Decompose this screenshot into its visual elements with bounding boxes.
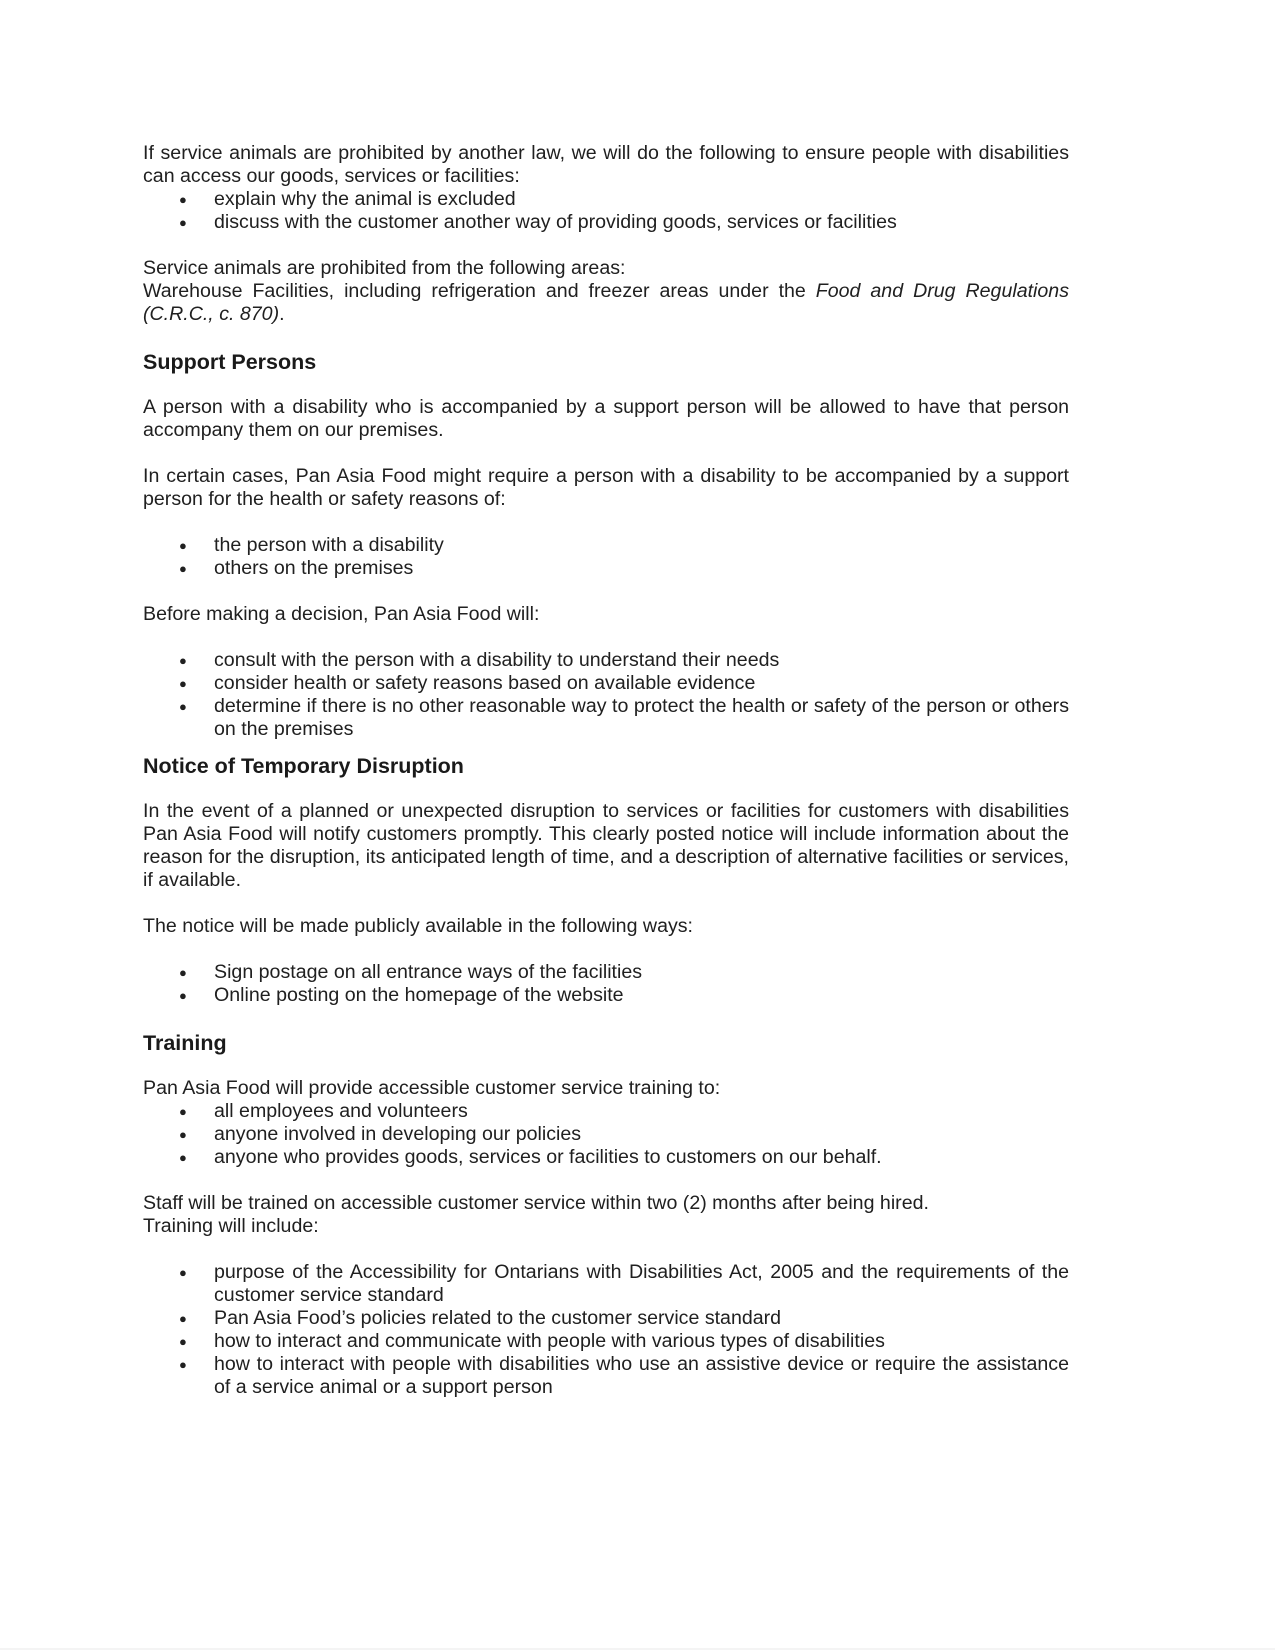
list-item: ● anyone involved in developing our policies [179,1123,582,1145]
bullet-icon: ● [179,1357,187,1372]
bullet-icon: ● [179,215,187,230]
list-item: ● Pan Asia Food’s policies related to the customer service standard [179,1307,782,1329]
heading-temporary-disruption: Notice of Temporary Disruption [143,754,464,778]
support-persons-paragraph-1: A person with a disability who is accompanied by a support person will be allowed to have that person accompany them on our premises. [143,396,1069,441]
support-persons-paragraph-2: In certain cases, Pan Asia Food might require a person with a disability to be accompanied by a support person for the health or safety reasons of: [143,465,1069,510]
disruption-paragraph-2: The notice will be made publicly available in the following ways: [143,915,694,937]
list-item: ● anyone who provides goods, services or facilities to customers on our behalf. [179,1146,882,1168]
document-page [143,142,1069,1399]
list-item: ● consult with the person with a disability to understand their needs [179,649,780,671]
list-item: ● Sign postage on all entrance ways of the facilities [179,961,643,983]
list-item: ● discuss with the customer another way of providing goods, services or facilities [179,211,897,233]
bullet-icon: ● [179,538,187,553]
training-content-list [143,1261,1069,1399]
disruption-notice-list [143,961,1069,1007]
bullet-icon: ● [179,561,187,576]
training-paragraph-1: Pan Asia Food will provide accessible customer service training to: [143,1077,721,1099]
heading-training: Training [143,1031,227,1055]
list-item: ● how to interact and communicate with people with various types of disabilities [179,1330,885,1352]
prohibited-areas-text: Warehouse Facilities, including refrigeration and freezer areas under the Food and Drug Regulations (C.R.C., c. 870). [143,280,1069,325]
bullet-icon: ● [179,1311,187,1326]
support-persons-decision-list [143,649,1069,741]
service-animals-intro: If service animals are prohibited by another law, we will do the following to ensure people with disabilities can access our goods, services or facilities: [143,142,1069,187]
bullet-icon: ● [179,965,187,980]
training-paragraph-2: Staff will be trained on accessible customer service within two (2) months after being hired. [143,1192,929,1214]
list-item: ● determine if there is no other reasonable way to protect the health or safety of the person or others on the premises [179,695,1069,740]
training-audience-list [143,1100,1069,1169]
bullet-icon: ● [179,1127,187,1142]
bullet-icon: ● [179,988,187,1003]
list-item: ● how to interact with people with disabilities who use an assistive device or require the assistance of a service animal or a support person [179,1353,1069,1398]
prohibited-areas-intro: Service animals are prohibited from the following areas: [143,257,626,279]
list-item: ● explain why the animal is excluded [179,188,516,210]
heading-support-persons: Support Persons [143,350,317,374]
list-item: ● Online posting on the homepage of the website [179,984,624,1006]
regulation-citation: Food and Drug Regulations (C.R.C., c. 870) [143,280,1069,325]
list-item: ● others on the premises [179,557,414,579]
bullet-icon: ● [179,1104,187,1119]
list-item: ● all employees and volunteers [179,1100,468,1122]
bullet-icon: ● [179,1334,187,1349]
bullet-icon: ● [179,676,187,691]
disruption-paragraph-1: In the event of a planned or unexpected disruption to services or facilities for customers with disabilities Pan Asia Food will notify customers promptly. This clearly posted notice will include information about the reason for the disruption, its anticipated length of time, and a description of alternative facilities or services, if available. [143,800,1069,891]
list-item: ● the person with a disability [179,534,444,556]
bullet-icon: ● [179,1150,187,1165]
service-animals-list [143,188,1069,234]
support-persons-paragraph-3: Before making a decision, Pan Asia Food will: [143,603,540,625]
support-persons-reasons-list [143,534,1069,580]
bullet-icon: ● [179,699,187,714]
bullet-icon: ● [179,1265,187,1280]
training-paragraph-3: Training will include: [143,1215,319,1237]
bullet-icon: ● [179,192,187,207]
bullet-icon: ● [179,653,187,668]
list-item: ● consider health or safety reasons based on available evidence [179,672,756,694]
list-item: ● purpose of the Accessibility for Ontarians with Disabilities Act, 2005 and the requirements of the customer service standard [179,1261,1069,1306]
